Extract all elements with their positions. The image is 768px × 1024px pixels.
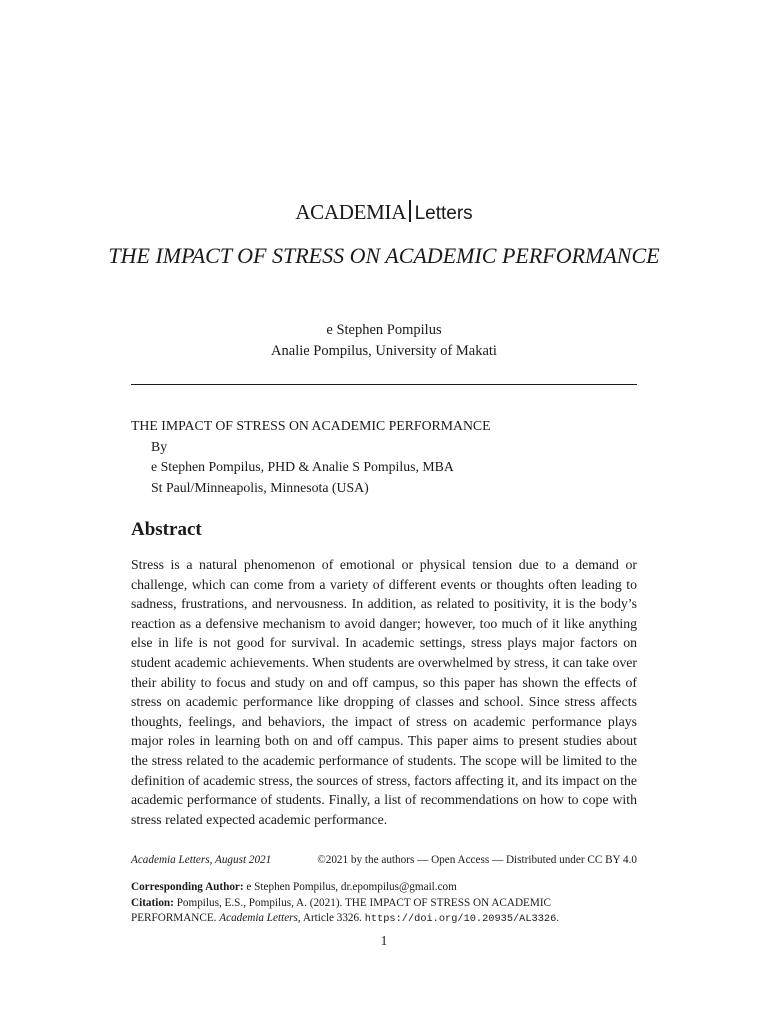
citation bbox=[131, 896, 637, 928]
corresponding-label: Corresponding Author: bbox=[131, 881, 244, 893]
abstract-heading: Abstract bbox=[131, 519, 202, 540]
author-block bbox=[0, 320, 768, 362]
citation-doi-link[interactable]: https://doi.org/10.20935/AL3326 bbox=[364, 913, 557, 925]
citation-end: . bbox=[556, 912, 560, 924]
page-number: 1 bbox=[380, 933, 388, 948]
citation-journal: Academia Letters bbox=[219, 912, 298, 924]
journal-brand: ACADEMIA bbox=[295, 200, 407, 224]
journal-series: Letters bbox=[414, 203, 473, 224]
correspondence-block bbox=[131, 880, 637, 928]
abstract-body: Stress is a natural phenomenon of emotional or physical tension due to a demand or challenge, which can come from a variety of different events or thoughts often leading to sadness, frustrations, and nervousness. In addition, as related to positivity, it is the body’s reaction as a defensive mechanism to avoid danger; however, too much of it like anything else in life is not good for survival. In academic settings, stress plays major factors on student academic achievements. When students are overwhelmed by stress, it can take over their ability to focus and study on and off campus, so this paper has shown the effects of stress on academic performance like dropping of classes and school. Since stress affects thoughts, feelings, and behaviors, the impact of stress on academic performance plays major roles in learning both on and off campus. This paper aims to present studies about the stress related to the academic performance of students. The scope will be limited to the definition of academic stress, the sources of stress, factors affecting it, and its impact on the academic performance of students. Finally, a list of recommendations on how to cope with stress related expected academic performance. bbox=[131, 557, 637, 827]
intro-title: THE IMPACT OF STRESS ON ACADEMIC PERFORMANCE bbox=[131, 418, 491, 433]
license-notice: ©2021 by the authors — Open Access — Distributed under CC BY 4.0 bbox=[317, 854, 637, 866]
author-line: e Stephen Pompilus bbox=[326, 322, 442, 338]
intro-by: By bbox=[151, 438, 168, 454]
intro-location: St Paul/Minneapolis, Minnesota (USA) bbox=[151, 479, 369, 495]
footer-line bbox=[131, 853, 637, 868]
corresponding-author bbox=[131, 880, 637, 896]
journal-masthead bbox=[0, 198, 768, 228]
corresponding-value: e Stephen Pompilus, dr.epompilus@gmail.com bbox=[246, 881, 457, 893]
paper-title: THE IMPACT OF STRESS ON ACADEMIC PERFORMANCE bbox=[108, 243, 660, 268]
citation-label: Citation: bbox=[131, 896, 174, 909]
journal-date: Academia Letters, August 2021 bbox=[131, 854, 272, 866]
title-rule bbox=[131, 384, 637, 385]
author-line: Analie Pompilus, University of Makati bbox=[271, 343, 497, 359]
masthead-divider bbox=[409, 200, 411, 222]
intro-names: e Stephen Pompilus, PHD & Analie S Pompilus, MBA bbox=[151, 459, 454, 474]
intro-block bbox=[131, 416, 637, 498]
citation-text: Pompilus, E.S., Pompilus, A. (2021). THE IMPACT OF STRESS ON ACADEMIC PERFORMANCE. bbox=[131, 896, 552, 924]
citation-article: , Article 3326. bbox=[297, 912, 362, 924]
